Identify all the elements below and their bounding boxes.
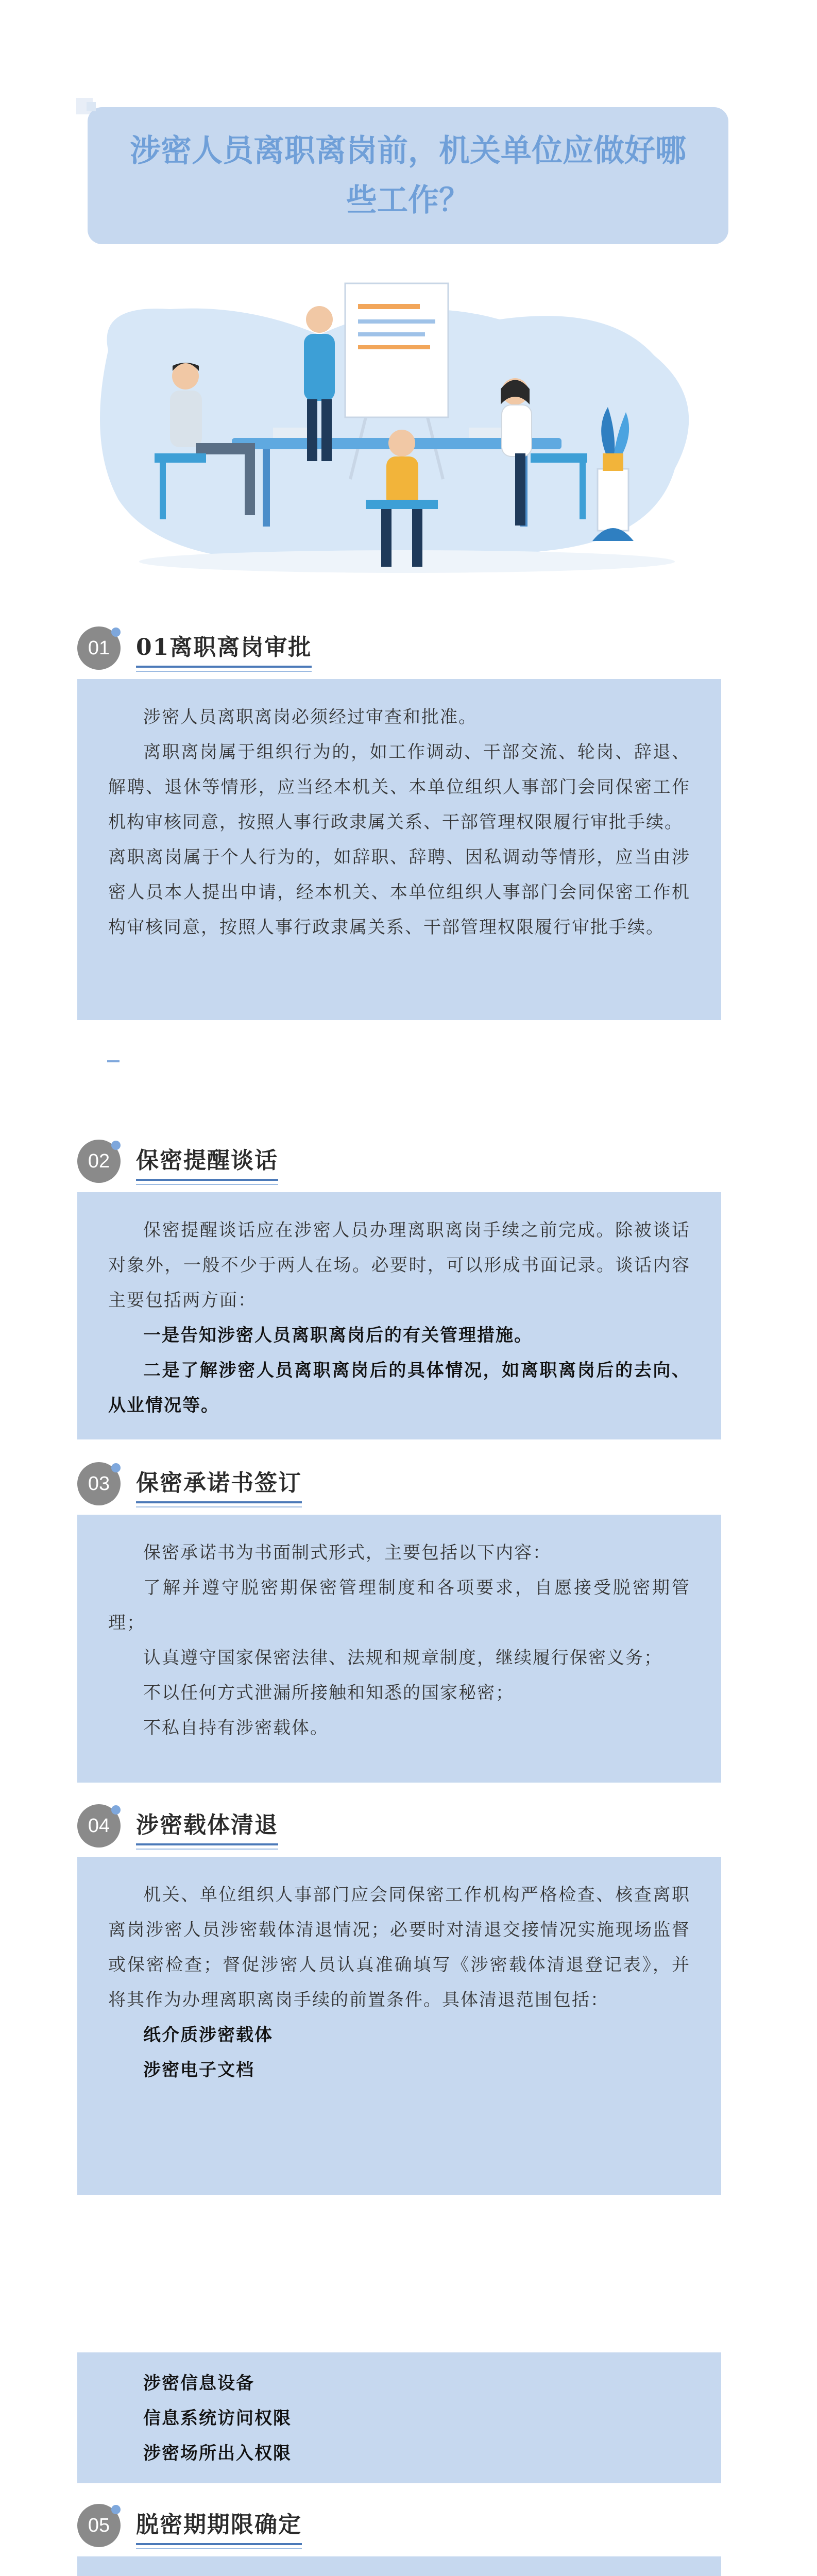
section-header-04	[77, 1804, 278, 1848]
section-number: 02	[77, 1140, 121, 1183]
paragraph: 涉密信息设备	[143, 2373, 254, 2394]
section-panel-02	[77, 1192, 721, 1439]
section-number: 04	[77, 1804, 121, 1848]
meeting-illustration	[77, 273, 740, 582]
whiteboard	[345, 283, 448, 417]
section-number: 05	[77, 2504, 121, 2547]
page-title: 涉密人员离职离岗前，机关单位应做好哪些工作？	[130, 134, 686, 217]
paragraph: 离职离岗属于个人行为的，如辞职、辞聘、因私调动等情形，应当由涉密人员本人提出申请，经本机关、本单位组织人事部门会同保密工作机构审核同意，按照人事行政隶属关系、干部管理权限履行审批手续。	[108, 847, 690, 938]
section-title: 涉密载体清退	[136, 1812, 278, 1838]
section-header-02	[77, 1140, 278, 1183]
section-title: 保密提醒谈话	[136, 1147, 278, 1174]
paragraph: 信息系统访问权限	[143, 2408, 292, 2429]
paragraph: 保密提醒谈话应在涉密人员办理离职离岗手续之前完成。除被谈话对象外，一般不少于两人在场。必要时，可以形成书面记录。谈话内容主要包括两方面：	[108, 1220, 690, 1311]
paragraph: 涉密人员离职离岗必须经过审查和批准。	[143, 707, 477, 727]
section-panel-05	[77, 2556, 721, 2576]
section-header-05	[77, 2504, 302, 2547]
section-panel-03	[77, 1515, 721, 1783]
section-header-01	[77, 626, 312, 670]
paragraph: 一是告知涉密人员离职离岗后的有关管理措施。	[143, 1325, 533, 1346]
paragraph: 不私自持有涉密载体。	[143, 1718, 329, 1738]
paragraph: 保密承诺书为书面制式形式，主要包括以下内容：	[143, 1543, 551, 1563]
title-banner	[88, 107, 728, 244]
paragraph: 机关、单位组织人事部门应会同保密工作机构严格检查、核查离职离岗涉密人员涉密载体清退情况；必要时对清退交接情况实施现场监督或保密检查；督促涉密人员认真准确填写《涉密载体清退登记表》，并将其作为办理离职离岗手续的前置条件。具体清退范围包括：	[108, 1885, 690, 2010]
paragraph: 认真遵守国家保密法律、法规和规章制度，继续履行保密义务；	[143, 1648, 662, 1668]
section-number: 01	[77, 626, 121, 670]
paragraph: 不以任何方式泄漏所接触和知悉的国家秘密；	[143, 1683, 514, 1703]
section-panel-01	[77, 679, 721, 1020]
section-header-03	[77, 1462, 302, 1505]
section-number: 03	[77, 1462, 121, 1505]
section-panel-04-continued	[77, 2352, 721, 2483]
divider-mark	[107, 1060, 120, 1062]
paragraph: 二是了解涉密人员离职离岗后的具体情况，如离职离岗后的去向、从业情况等。	[108, 1360, 690, 1416]
paragraph: 了解并遵守脱密期保密管理制度和各项要求，自愿接受脱密期管理；	[108, 1578, 690, 1633]
title-decoration-small	[87, 102, 96, 111]
section-title: 01离职离岗审批	[136, 634, 312, 660]
paragraph: 离职离岗属于组织行为的，如工作调动、干部交流、轮岗、辞退、解聘、退休等情形，应当经本机关、本单位组织人事部门会同保密工作机构审核同意，按照人事行政隶属关系、干部管理权限履行审批手续。	[108, 742, 690, 833]
section-panel-04	[77, 1857, 721, 2195]
paragraph: 涉密电子文档	[143, 2060, 254, 2080]
section-title: 保密承诺书签订	[136, 1470, 302, 1496]
section-title: 脱密期期限确定	[136, 2512, 302, 2538]
paragraph: 涉密场所出入权限	[143, 2443, 292, 2464]
paragraph: 纸介质涉密载体	[143, 2025, 273, 2045]
